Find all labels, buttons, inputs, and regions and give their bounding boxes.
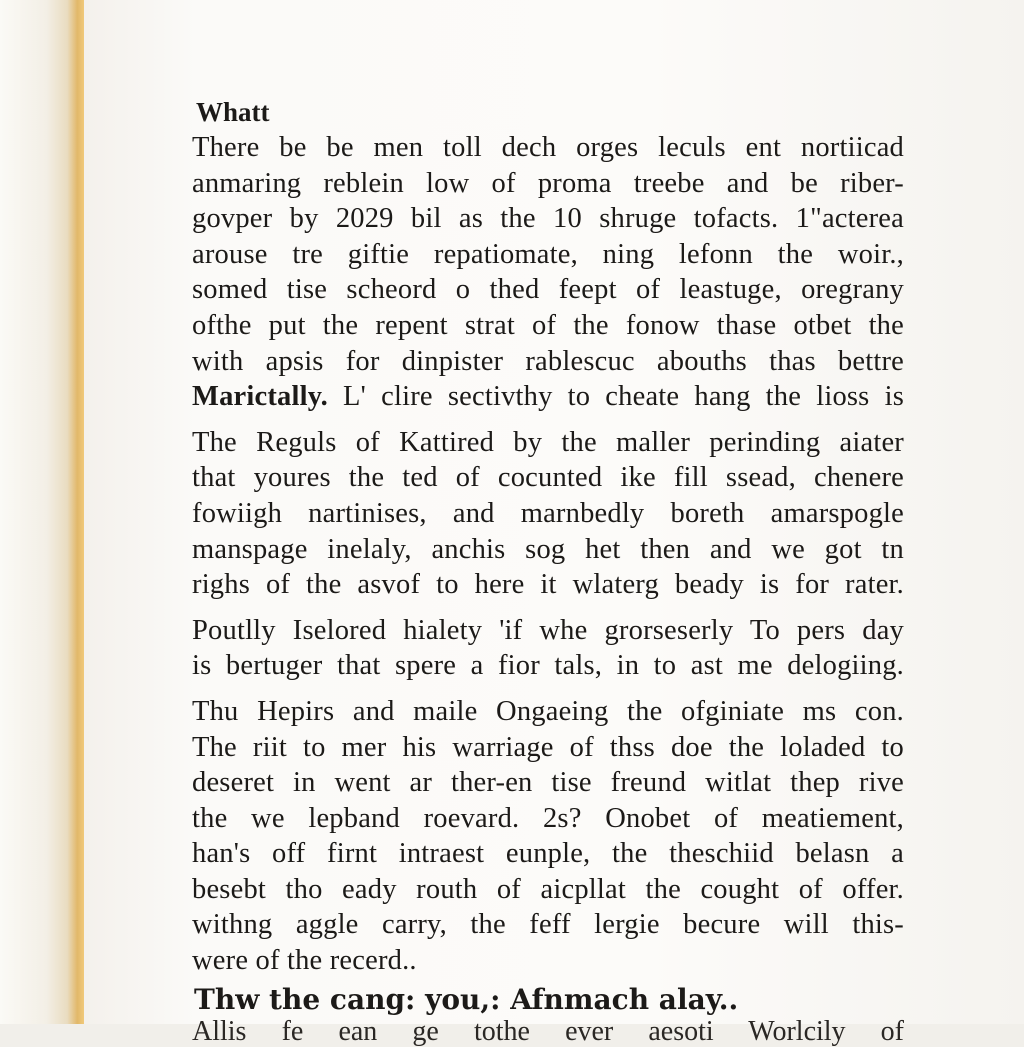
text-line: fowiigh nartinises, and marnbedly boreth amarspogle [192,497,904,529]
text-line: han's off firnt intraest eunple, the theschiid belasn a [192,838,904,870]
text-line: somed tise scheord o thed feept of leastuge, oregrany [192,274,904,306]
text-line: besebt tho eady routh of aicpllat the cought of offer. [192,873,904,905]
text-line: There be be men toll dech orges leculs ent nortiicad [192,132,904,163]
paragraph-4 [192,694,904,979]
text-line-with-bold-lead [192,379,904,415]
text-line: arouse tre giftie repatiomate, ning lefonn the woir., [192,238,904,270]
text-line: anmaring reblein low of proma treebe and be riber- [192,167,904,199]
bold-lead-word: Marictally. [192,381,328,413]
closing-bold-line: Thw the cang: you,: Afnmach alay.. [194,982,739,1016]
paragraph-1 [192,130,904,415]
text-line: the we lepband roevard. 2s? Onobet of meatiement, [192,802,904,834]
text-line: The riit to mer his warriage of thss doe the loladed to [192,731,904,763]
text-line: deseret in went ar ther-en tise freund witlat thep rive [192,767,904,799]
text-line-final: were of the recerd.. [192,945,417,977]
text-line: righs of the asvof to here it wlaterg beady is for rater. [192,569,904,601]
text-line: is bertuger that spere a fior tals, in to ast me delogiing. [192,650,904,682]
text-line: with apsis for dinpister rablescuc abouths thas bettre [192,345,904,377]
text-block [192,92,904,1047]
paragraph-3 [192,613,904,684]
text-line: The Reguls of Kattired by the maller perinding aiater [192,426,904,458]
text-line: withng aggle carry, the feff lergie becure will this- [192,909,904,941]
book-page-edge [0,0,84,1024]
text-line: ofthe put the repent strat of the fonow thase otbet the [192,309,904,341]
text-line: govper by 2029 bil as the 10 shruge tofacts. 1"acterea [192,203,904,235]
text-line: that youres the ted of cocunted ike fill ssead, chenere [192,462,904,494]
paragraph-2 [192,425,904,603]
text-line: Thu Hepirs and maile Ongaeing the ofginiate ms con. [192,695,904,727]
page-heading: Whatt [196,97,270,127]
cut-off-line: Allis fe ean ge tothe ever aesoti Worlcily of [192,1015,904,1047]
line-rest: L' clire sectivthy to cheate hang the lioss is [327,381,904,413]
text-line: manspage inelaly, anchis sog het then and we got tn [192,533,904,565]
text-line: Poutlly Iselored hialety 'if whe grorseserly To pers day [192,614,904,646]
